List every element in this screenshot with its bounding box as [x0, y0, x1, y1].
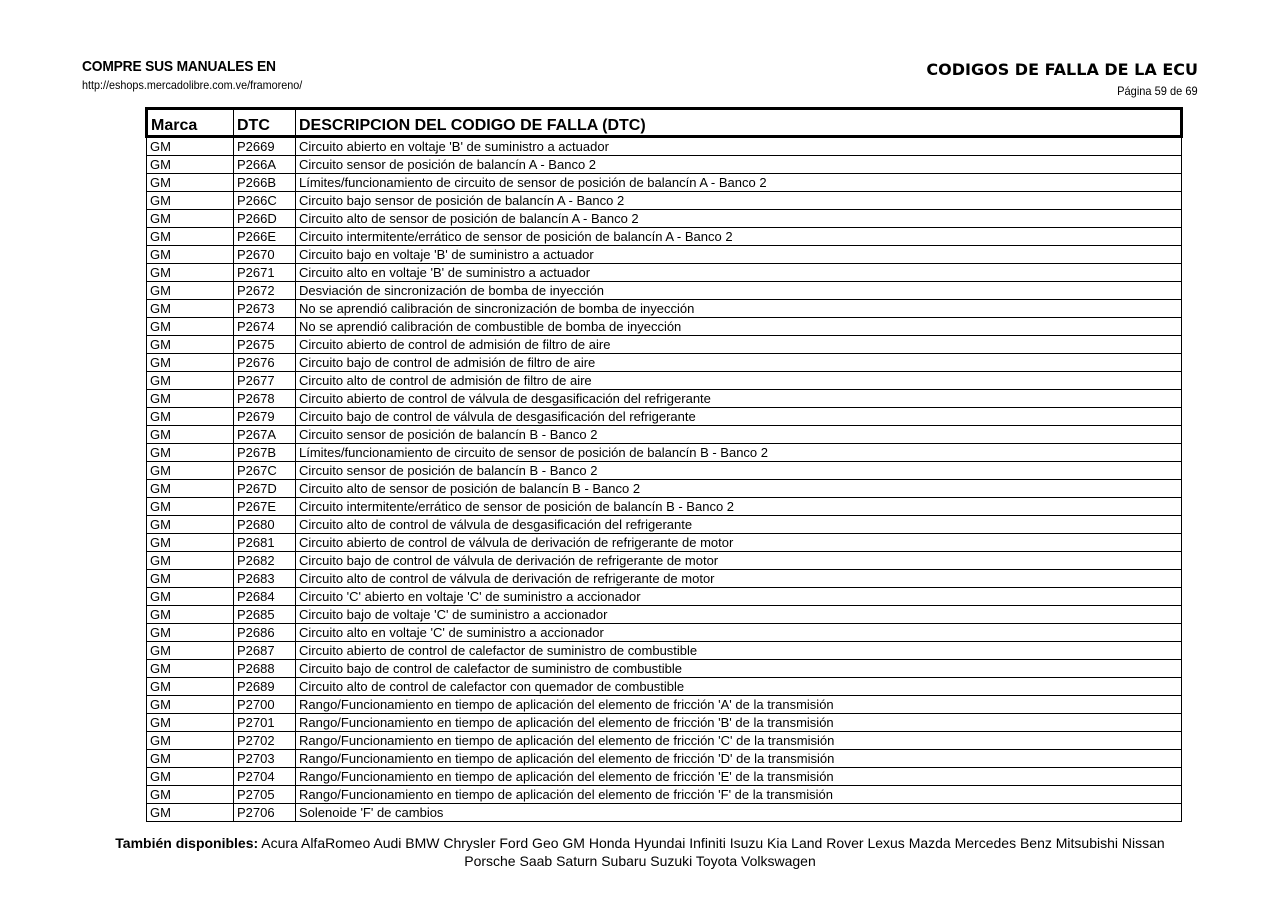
cell-dtc: P266E [234, 228, 296, 246]
cell-description: Desviación de sincronización de bomba de inyección [296, 282, 1182, 300]
cell-description: Solenoide 'F' de cambios [296, 804, 1182, 822]
cell-dtc: P2700 [234, 696, 296, 714]
cell-dtc: P266A [234, 156, 296, 174]
cell-dtc: P2684 [234, 588, 296, 606]
header-description: DESCRIPCION DEL CODIGO DE FALLA (DTC) [296, 109, 1182, 137]
table-body [147, 137, 1182, 822]
table-row [147, 354, 1182, 372]
cell-description: Límites/funcionamiento de circuito de sensor de posición de balancín B - Banco 2 [296, 444, 1182, 462]
cell-dtc: P2682 [234, 552, 296, 570]
header-left [82, 58, 327, 92]
footer-brands-line1: Acura AlfaRomeo Audi BMW Chrysler Ford Geo GM Honda Hyundai Infiniti Isuzu Kia Land Rover Lexus Mazda Mercedes Benz Mitsubishi Nissan [261, 835, 1165, 851]
table-row [147, 696, 1182, 714]
cell-description: Rango/Funcionamiento en tiempo de aplicación del elemento de fricción 'B' de la transmisión [296, 714, 1182, 732]
table-row [147, 264, 1182, 282]
cell-marca: GM [147, 174, 234, 192]
cell-description: Circuito intermitente/errático de sensor de posición de balancín A - Banco 2 [296, 228, 1182, 246]
table-row [147, 660, 1182, 678]
cell-dtc: P2674 [234, 318, 296, 336]
cell-marca: GM [147, 606, 234, 624]
table-row [147, 318, 1182, 336]
cell-description: Circuito bajo de control de válvula de desgasificación del refrigerante [296, 408, 1182, 426]
cell-marca: GM [147, 192, 234, 210]
cell-marca: GM [147, 300, 234, 318]
cell-marca: GM [147, 660, 234, 678]
cell-dtc: P267D [234, 480, 296, 498]
cell-description: Circuito alto en voltaje 'C' de suministro a accionador [296, 624, 1182, 642]
cell-description: Circuito bajo de control de calefactor de suministro de combustible [296, 660, 1182, 678]
cell-dtc: P2687 [234, 642, 296, 660]
cell-description: Circuito bajo de control de admisión de filtro de aire [296, 354, 1182, 372]
cell-description: Circuito alto de control de válvula de desgasificación del refrigerante [296, 516, 1182, 534]
table-row [147, 480, 1182, 498]
dtc-table [145, 107, 1183, 822]
table-row [147, 372, 1182, 390]
table-row [147, 498, 1182, 516]
cell-description: Circuito bajo en voltaje 'B' de suministro a actuador [296, 246, 1182, 264]
cell-marca: GM [147, 408, 234, 426]
cell-description: Circuito bajo de voltaje 'C' de suministro a accionador [296, 606, 1182, 624]
cell-dtc: P2678 [234, 390, 296, 408]
cell-dtc: P266D [234, 210, 296, 228]
cell-dtc: P266B [234, 174, 296, 192]
table-row [147, 300, 1182, 318]
footer-label: También disponibles: [115, 835, 259, 851]
table-row [147, 336, 1182, 354]
cell-description: Circuito intermitente/errático de sensor de posición de balancín B - Banco 2 [296, 498, 1182, 516]
table-row [147, 192, 1182, 210]
cell-marca: GM [147, 768, 234, 786]
cell-dtc: P2669 [234, 137, 296, 156]
cell-dtc: P267E [234, 498, 296, 516]
table-row [147, 137, 1182, 156]
table-row [147, 534, 1182, 552]
cell-marca: GM [147, 210, 234, 228]
cell-description: Circuito sensor de posición de balancín B - Banco 2 [296, 462, 1182, 480]
cell-marca: GM [147, 552, 234, 570]
cell-dtc: P2677 [234, 372, 296, 390]
cell-dtc: P2701 [234, 714, 296, 732]
cell-description: Circuito alto de sensor de posición de balancín B - Banco 2 [296, 480, 1182, 498]
cell-dtc: P266C [234, 192, 296, 210]
table-row [147, 750, 1182, 768]
cell-marca: GM [147, 534, 234, 552]
table-row [147, 210, 1182, 228]
cell-marca: GM [147, 570, 234, 588]
table-row [147, 804, 1182, 822]
document-title: CODIGOS DE FALLA DE LA ECU [926, 60, 1198, 79]
cell-description: Rango/Funcionamiento en tiempo de aplicación del elemento de fricción 'A' de la transmisión [296, 696, 1182, 714]
cell-dtc: P2680 [234, 516, 296, 534]
cell-description: Límites/funcionamiento de circuito de sensor de posición de balancín A - Banco 2 [296, 174, 1182, 192]
promo-title: COMPRE SUS MANUALES EN [82, 58, 276, 75]
cell-marca: GM [147, 714, 234, 732]
table-row [147, 732, 1182, 750]
shop-url[interactable]: http://eshops.mercadolibre.com.ve/framoreno/ [82, 78, 303, 92]
table-row [147, 462, 1182, 480]
cell-description: Rango/Funcionamiento en tiempo de aplicación del elemento de fricción 'C' de la transmisión [296, 732, 1182, 750]
cell-dtc: P267B [234, 444, 296, 462]
cell-marca: GM [147, 246, 234, 264]
table-row [147, 174, 1182, 192]
cell-description: Rango/Funcionamiento en tiempo de aplicación del elemento de fricción 'D' de la transmisión [296, 750, 1182, 768]
table-row [147, 642, 1182, 660]
cell-marca: GM [147, 786, 234, 804]
header-right [926, 60, 1198, 98]
cell-dtc: P2704 [234, 768, 296, 786]
cell-marca: GM [147, 372, 234, 390]
cell-marca: GM [147, 498, 234, 516]
table-row [147, 408, 1182, 426]
table-row [147, 624, 1182, 642]
cell-dtc: P2702 [234, 732, 296, 750]
table-row [147, 444, 1182, 462]
table-row [147, 390, 1182, 408]
cell-description: Circuito alto de control de válvula de derivación de refrigerante de motor [296, 570, 1182, 588]
table-row [147, 516, 1182, 534]
cell-marca: GM [147, 516, 234, 534]
cell-marca: GM [147, 588, 234, 606]
cell-marca: GM [147, 426, 234, 444]
cell-dtc: P2675 [234, 336, 296, 354]
cell-dtc: P2671 [234, 264, 296, 282]
cell-marca: GM [147, 137, 234, 156]
cell-dtc: P2685 [234, 606, 296, 624]
table-row [147, 570, 1182, 588]
table-row [147, 678, 1182, 696]
cell-marca: GM [147, 462, 234, 480]
cell-description: Circuito sensor de posición de balancín A - Banco 2 [296, 156, 1182, 174]
cell-dtc: P2689 [234, 678, 296, 696]
page-number: Página 59 de 69 [1117, 84, 1198, 98]
cell-marca: GM [147, 480, 234, 498]
cell-marca: GM [147, 444, 234, 462]
cell-description: No se aprendió calibración de combustible de bomba de inyección [296, 318, 1182, 336]
table-row [147, 588, 1182, 606]
cell-description: No se aprendió calibración de sincronización de bomba de inyección [296, 300, 1182, 318]
cell-dtc: P2676 [234, 354, 296, 372]
header-marca: Marca [147, 109, 234, 137]
cell-dtc: P267C [234, 462, 296, 480]
cell-dtc: P2703 [234, 750, 296, 768]
cell-dtc: P2683 [234, 570, 296, 588]
footer [80, 834, 1200, 870]
cell-dtc: P2670 [234, 246, 296, 264]
table-row [147, 552, 1182, 570]
cell-description: Circuito abierto en voltaje 'B' de suministro a actuador [296, 137, 1182, 156]
table-row [147, 768, 1182, 786]
cell-description: Circuito alto en voltaje 'B' de suministro a actuador [296, 264, 1182, 282]
table-row [147, 606, 1182, 624]
cell-dtc: P2673 [234, 300, 296, 318]
table-header-row [147, 109, 1182, 137]
cell-marca: GM [147, 696, 234, 714]
cell-marca: GM [147, 318, 234, 336]
cell-description: Circuito abierto de control de calefactor de suministro de combustible [296, 642, 1182, 660]
cell-description: Rango/Funcionamiento en tiempo de aplicación del elemento de fricción 'F' de la transmisión [296, 786, 1182, 804]
cell-description: Circuito alto de sensor de posición de balancín A - Banco 2 [296, 210, 1182, 228]
cell-marca: GM [147, 156, 234, 174]
cell-marca: GM [147, 804, 234, 822]
cell-dtc: P2688 [234, 660, 296, 678]
header-dtc: DTC [234, 109, 296, 137]
cell-description: Circuito alto de control de calefactor con quemador de combustible [296, 678, 1182, 696]
cell-description: Circuito abierto de control de admisión de filtro de aire [296, 336, 1182, 354]
cell-marca: GM [147, 642, 234, 660]
table-row [147, 282, 1182, 300]
cell-description: Rango/Funcionamiento en tiempo de aplicación del elemento de fricción 'E' de la transmisión [296, 768, 1182, 786]
cell-description: Circuito abierto de control de válvula de desgasificación del refrigerante [296, 390, 1182, 408]
cell-dtc: P2679 [234, 408, 296, 426]
cell-marca: GM [147, 750, 234, 768]
cell-description: Circuito alto de control de admisión de filtro de aire [296, 372, 1182, 390]
cell-description: Circuito abierto de control de válvula de derivación de refrigerante de motor [296, 534, 1182, 552]
cell-dtc: P2672 [234, 282, 296, 300]
table-row [147, 156, 1182, 174]
cell-description: Circuito sensor de posición de balancín B - Banco 2 [296, 426, 1182, 444]
table-row [147, 228, 1182, 246]
cell-marca: GM [147, 678, 234, 696]
table-row [147, 714, 1182, 732]
table-row [147, 426, 1182, 444]
cell-dtc: P2686 [234, 624, 296, 642]
footer-brands-line2: Porsche Saab Saturn Subaru Suzuki Toyota Volkswagen [464, 853, 816, 869]
cell-marca: GM [147, 624, 234, 642]
cell-marca: GM [147, 354, 234, 372]
cell-dtc: P2681 [234, 534, 296, 552]
cell-marca: GM [147, 282, 234, 300]
cell-dtc: P2705 [234, 786, 296, 804]
table-row [147, 246, 1182, 264]
cell-marca: GM [147, 264, 234, 282]
cell-description: Circuito bajo sensor de posición de balancín A - Banco 2 [296, 192, 1182, 210]
cell-marca: GM [147, 732, 234, 750]
cell-dtc: P267A [234, 426, 296, 444]
cell-marca: GM [147, 336, 234, 354]
cell-marca: GM [147, 390, 234, 408]
cell-description: Circuito 'C' abierto en voltaje 'C' de suministro a accionador [296, 588, 1182, 606]
cell-description: Circuito bajo de control de válvula de derivación de refrigerante de motor [296, 552, 1182, 570]
cell-marca: GM [147, 228, 234, 246]
table-row [147, 786, 1182, 804]
cell-dtc: P2706 [234, 804, 296, 822]
